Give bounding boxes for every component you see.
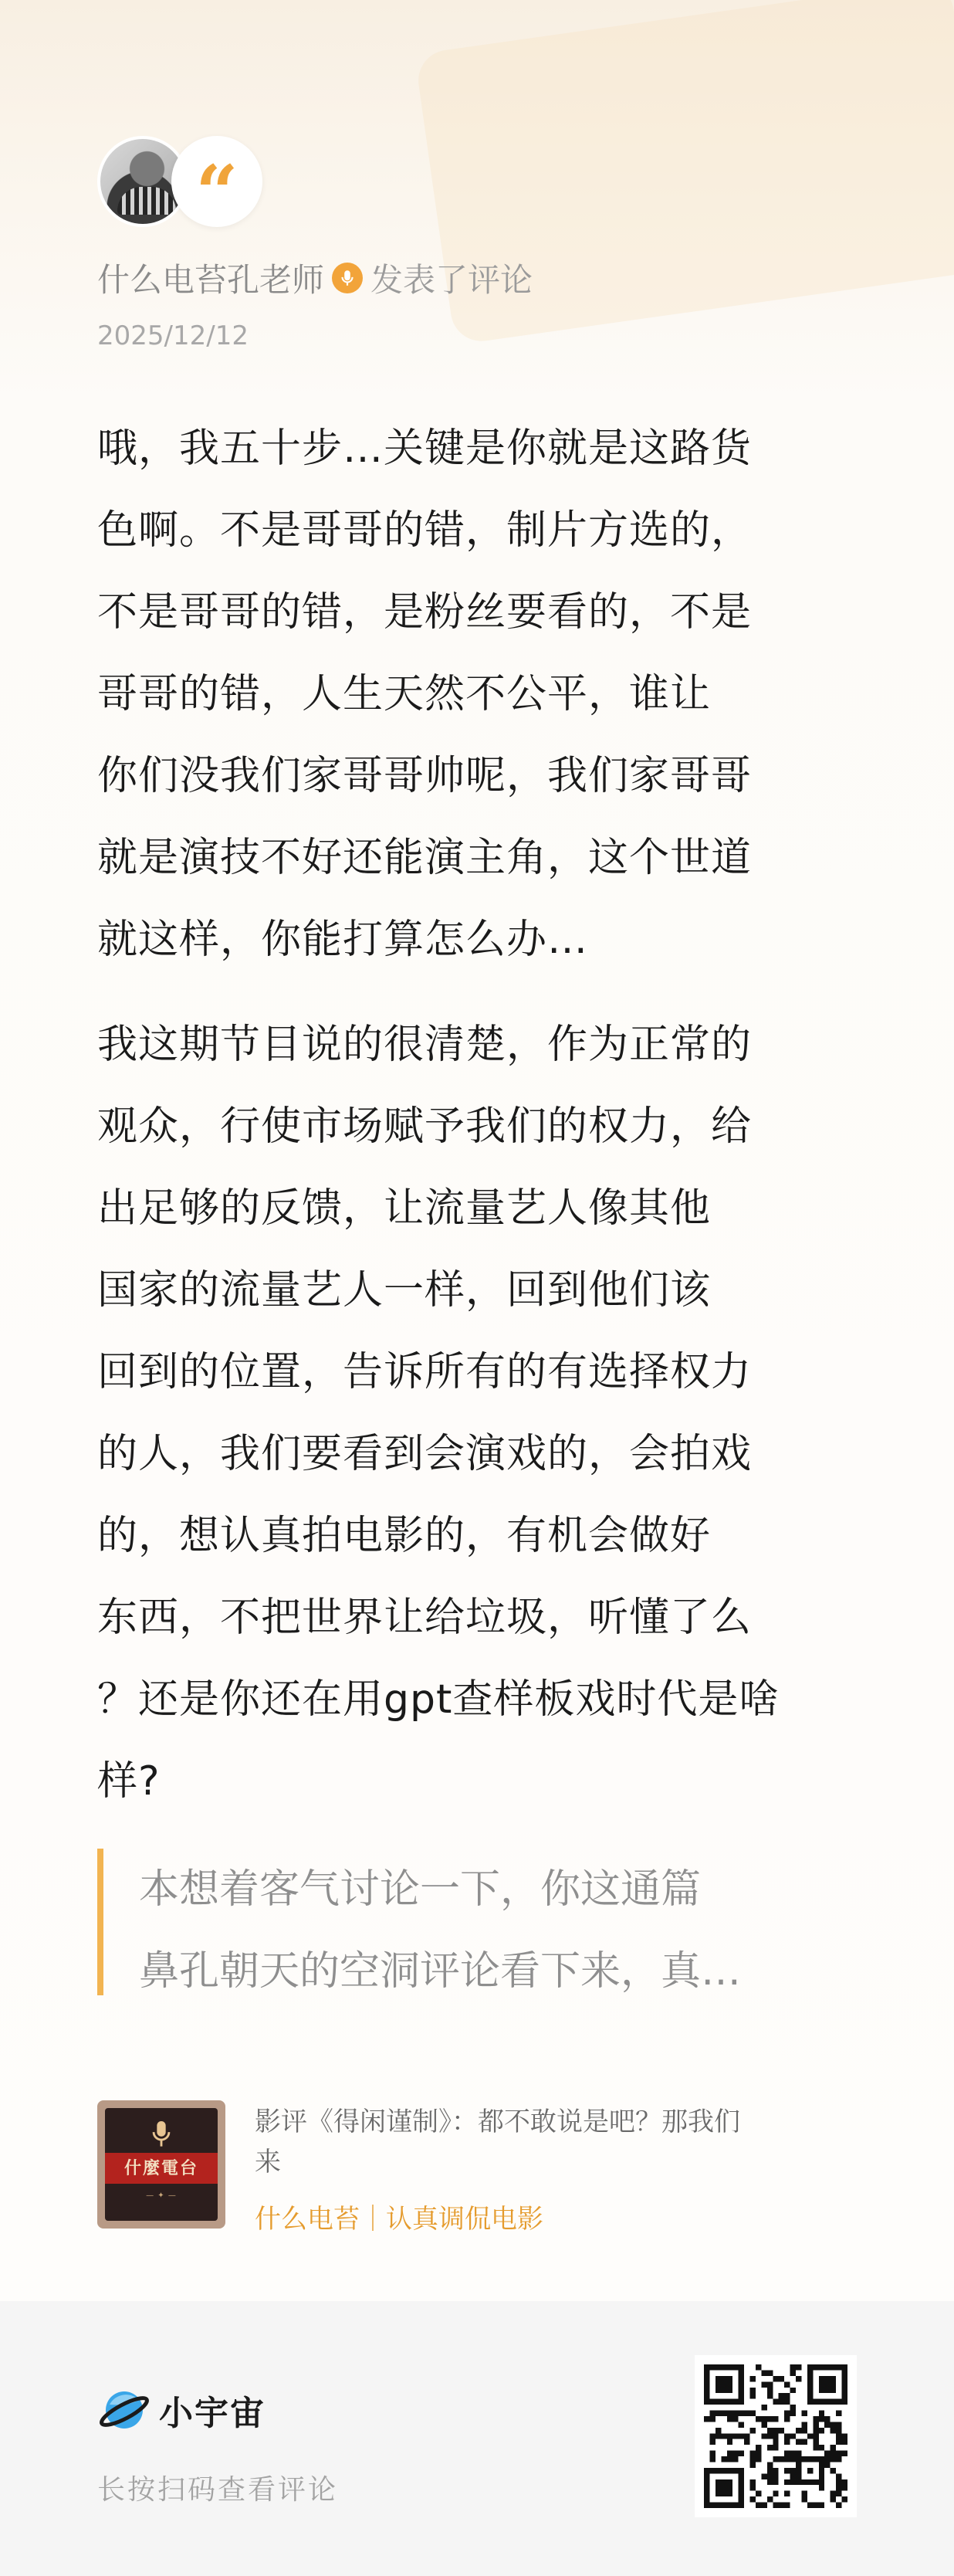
source-episode-card[interactable]: [97, 2100, 861, 2235]
line: 我这期节目说的很清楚，作为正常的: [97, 1022, 753, 1068]
microphone-badge-icon: [332, 263, 363, 293]
comment-paragraph-1: [97, 408, 869, 981]
comment-date: 2025/12/12: [97, 320, 249, 351]
comment-body: [97, 408, 869, 1822]
thumbnail-title: 什麼電台: [123, 2158, 198, 2178]
line: 你们没我们家哥哥帅呢，我们家哥哥: [97, 753, 753, 799]
footer: [0, 2301, 954, 2576]
line: 观众，行使市场赋予我们的权力，给: [97, 1103, 753, 1150]
line: 国家的流量艺人一样，回到他们该: [97, 1267, 712, 1313]
line: 就是演技不好还能演主角，这个世道: [97, 835, 753, 881]
scan-hint: 长按扫码查看评论: [97, 2474, 339, 2506]
episode-thumbnail[interactable]: [97, 2100, 225, 2229]
episode-title-line: 影评《得闲谨制》：都不敢说是吧？那我们: [255, 2107, 740, 2137]
quoted-comment[interactable]: [97, 1849, 861, 1995]
episode-title-line: 来: [255, 2147, 281, 2178]
line: 的，想认真拍电影的，有机会做好: [97, 1513, 712, 1559]
author-name[interactable]: 什么电苔孔老师: [97, 261, 325, 299]
author-line: [97, 255, 533, 301]
thumbnail-frame: [105, 2108, 218, 2221]
comment-header: [97, 136, 267, 236]
planet-logo-icon: [97, 2383, 151, 2437]
episode-title[interactable]: [255, 2102, 857, 2182]
line: 回到的位置，告诉所有的有选择权力: [97, 1349, 753, 1395]
quote-mark-icon: “: [171, 136, 262, 227]
microphone-icon: [148, 2119, 174, 2150]
avatar-fan: [117, 187, 176, 215]
line: 的人，我们要看到会演戏的，会拍戏: [97, 1431, 753, 1477]
quoted-line: 本想着客气讨论一下，你这通篇: [139, 1866, 702, 1913]
author-action: 发表了评论: [370, 261, 533, 299]
line: 东西，不把世界让给垃圾，听懂了么: [97, 1595, 753, 1641]
comment-paragraph-2: [97, 1004, 869, 1822]
line: 样?: [97, 1758, 161, 1805]
line: ？还是你还在用gpt查样板戏时代是啥: [97, 1676, 780, 1723]
line: 就这样，你能打算怎么办…: [97, 917, 589, 963]
qr-code-icon[interactable]: [695, 2355, 857, 2517]
line: 不是哥哥的错，是粉丝要看的，不是: [97, 589, 753, 636]
thumbnail-decoration: — ✦ —: [146, 2191, 177, 2200]
line: 哥哥的错，人生天然不公平，谁让: [97, 671, 712, 717]
line: 出足够的反馈，让流量艺人像其他: [97, 1185, 712, 1232]
line: 哦，我五十步…关键是你就是这路货: [97, 425, 753, 472]
quoted-line: 鼻孔朝天的空洞评论看下来，真…: [139, 1948, 742, 1995]
brand-name: 小宇宙: [159, 2394, 266, 2433]
brand: [97, 2383, 266, 2437]
podcast-channel[interactable]: 什么电苔｜认真调侃电影: [255, 2204, 543, 2235]
line: 色啊。不是哥哥的错，制片方选的，: [97, 507, 753, 554]
